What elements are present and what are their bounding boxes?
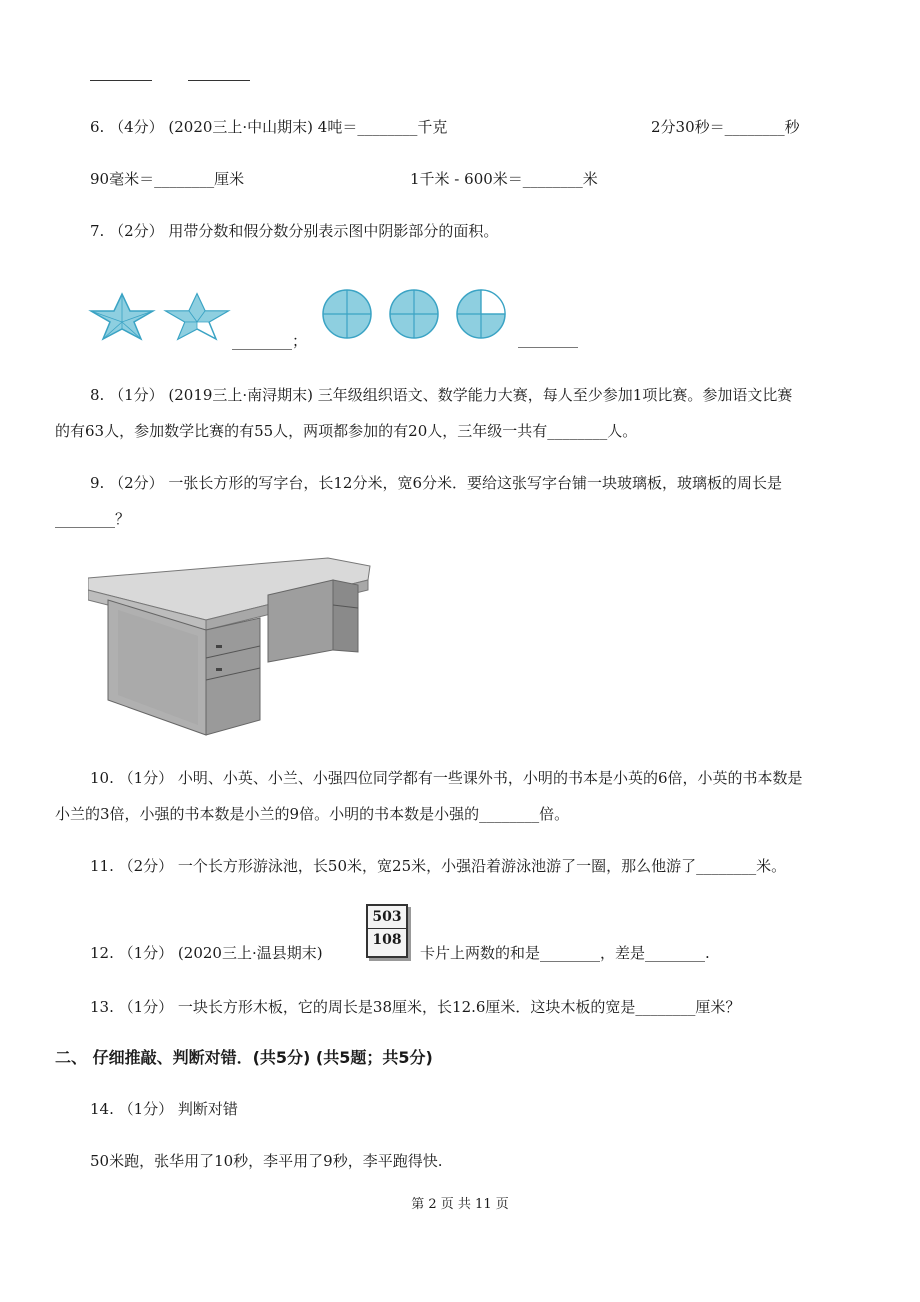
question-9-line-1: 9. （2分） 一张长方形的写字台，长12分米，宽6分米．要给这张写字台铺一块玻璃板，玻璃板的周长是 [90, 474, 783, 492]
question-12-prefix: 12. （1分） (2020三上·温县期末) [90, 944, 323, 962]
question-10-line-1: 10. （1分） 小明、小英、小兰、小强四位同学都有一些课外书，小明的书本是小英的6倍，小英的书本数是 [90, 769, 803, 787]
star-figures [86, 292, 236, 342]
section-2-title: 二、 仔细推敲、判断对错．(共5分) (共5题；共5分) [55, 1048, 433, 1067]
question-9-line-2: ________？ [55, 510, 131, 528]
question-6-line-2b: 1千米 - 600米＝________米 [410, 170, 598, 188]
question-14-line-2: 50米跑，张华用了10秒，李平用了9秒，李平跑得快. [90, 1152, 443, 1170]
question-11-text: 11. （2分） 一个长方形游泳池，长50米，宽25米，小强沿着游泳池游了一圈，那么他游了________米。 [90, 857, 787, 875]
question-12-suffix: 卡片上两数的和是________，差是________. [420, 944, 710, 962]
question-7-text: 7. （2分） 用带分数和假分数分别表示图中阴影部分的面积。 [90, 222, 499, 240]
question-6-line-2a: 90毫米＝________厘米 [90, 170, 245, 188]
star-partial [166, 294, 228, 339]
circle-three-quarters [457, 290, 505, 338]
desk-illustration [88, 550, 378, 740]
answer-blank [188, 80, 250, 81]
question-6-line-1: 6. （4分） (2020三上·中山期末) 4吨＝________千克 [90, 118, 448, 136]
circle-full-1 [323, 290, 371, 338]
question-8-line-2: 的有63人，参加数学比赛的有55人，两项都参加的有20人，三年级一共有________人。 [55, 422, 638, 440]
star-shaded [91, 294, 153, 339]
question-10-line-2: 小兰的3倍，小强的书本数是小兰的9倍。小明的书本数是小强的________倍。 [55, 805, 570, 823]
circle-full-2 [390, 290, 438, 338]
card-bottom-number: 108 [372, 932, 402, 948]
question-7-blank-2: ________ [518, 330, 578, 348]
page-footer: 第 2 页 共 11 页 [411, 1197, 509, 1212]
question-8-line-1: 8. （1分） (2019三上·南浔期末) 三年级组织语文、数学能力大赛，每人至少参加1项比赛。参加语文比赛 [90, 386, 793, 404]
answer-blank [90, 80, 152, 81]
card-top-number: 503 [368, 906, 406, 929]
question-6-line-1b: 2分30秒＝________秒 [651, 118, 800, 136]
question-7-blank-1: ________； [232, 332, 308, 350]
number-card [366, 904, 408, 958]
question-13-text: 13. （1分） 一块长方形木板，它的周长是38厘米，长12.6厘米．这块木板的宽是________厘米？ [90, 998, 741, 1016]
question-14-line-1: 14. （1分） 判断对错 [90, 1100, 238, 1118]
circle-figures [320, 288, 510, 340]
